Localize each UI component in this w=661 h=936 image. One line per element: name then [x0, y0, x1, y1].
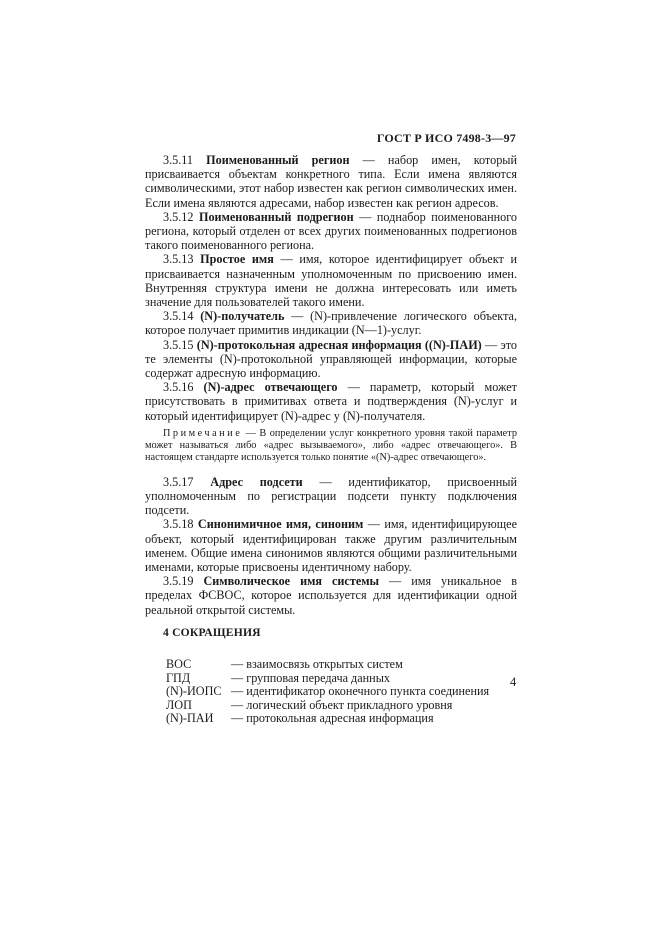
abbreviation-row	[166, 658, 489, 672]
abbreviation-row	[166, 712, 489, 726]
clause-number: 3.5.13	[163, 252, 194, 267]
abbreviation-meaning: — протокольная адресная информация	[231, 711, 434, 726]
definition-3-5-12	[145, 210, 517, 253]
page-number: 4	[510, 675, 517, 689]
abbreviation-meaning: — логический объект прикладного уровня	[231, 697, 453, 712]
document-body	[145, 153, 517, 726]
definition-text: — поднабор поименованного региона, который отделен от всех других поименованных подрегионов такого поименованного региона.	[145, 209, 517, 253]
definition-text: — идентификатор, присвоенный уполномоченным по регистрации подсети пункту подключения подсети.	[145, 474, 517, 518]
abbreviation-code: (N)-ПАИ	[166, 711, 214, 726]
definition-text: — имя уникальное в пределах ФСВОС, которое используется для идентификации одной реальной открытой системы.	[145, 574, 517, 617]
defined-term: Символическое имя системы	[203, 574, 380, 589]
defined-term: Поименованный подрегион	[198, 209, 354, 224]
definition-3-5-11	[145, 153, 517, 210]
defined-term: (N)-получатель	[200, 309, 285, 324]
definition-text: — набор имен, который присваивается объектам конкретного типа. Если имена являются символическими, этот набор известен как регион символических имен. Если имена являются адресами, набор известен как регион адресов.	[145, 153, 517, 210]
section-title: 4 СОКРАЩЕНИЯ	[163, 625, 261, 639]
abbreviation-code: (N)-ИОПС	[166, 684, 222, 699]
defined-term: (N)-протокольная адресная информация ((N)-ПАИ)	[196, 337, 482, 352]
definition-3-5-19	[145, 574, 517, 617]
note-label: Примечание	[163, 427, 243, 439]
clause-number: 3.5.11	[163, 153, 194, 167]
clause-number: 3.5.16	[163, 380, 194, 395]
definition-text: — имя, идентифицирующее объект, который идентифицирован также другим различительным именем. Общие имена синонимов являются общими различительными именами, которые присвоены идентичному набору.	[145, 517, 517, 575]
definition-3-5-18	[145, 517, 517, 574]
defined-term: Синонимичное имя, синоним	[197, 517, 364, 532]
note-text: — В определении услуг конкретного уровня такой параметр может называться либо «адрес вызываемого», либо «адрес отвечающего». В настоящем стандарте используется только понятие «(N)-адрес отвечающего».	[145, 427, 517, 463]
definition-text: — имя, которое идентифицирует объект и присваивается назначенным уполномоченным по присвоению имен. Внутренняя структура имени не должна интересовать или иметь значение для пользователей такого имени.	[145, 252, 517, 310]
defined-term: (N)-адрес отвечающего	[203, 380, 338, 395]
abbreviation-row	[166, 685, 489, 699]
definition-text: — параметр, который может присутствовать в примитивах ответа и подтверждения (N)-услуг и который идентифицирует (N)-адрес у (N)-получателя.	[145, 380, 517, 423]
definition-3-5-13	[145, 252, 517, 309]
defined-term: Поименованный регион	[206, 153, 350, 167]
definition-3-5-15	[145, 338, 517, 381]
abbreviation-meaning: — идентификатор оконечного пункта соединения	[231, 684, 490, 699]
clause-number: 3.5.15	[163, 337, 194, 352]
abbreviation-row	[166, 672, 489, 686]
abbreviation-code: ЛОП	[166, 697, 192, 712]
defined-term: Адрес подсети	[210, 474, 303, 489]
abbreviation-code: ГПД	[166, 670, 191, 685]
abbreviation-meaning: — взаимосвязь открытых систем	[231, 657, 403, 672]
defined-term: Простое имя	[200, 252, 274, 267]
standard-header: ГОСТ Р ИСО 7498-3—97	[376, 131, 516, 145]
clause-number: 3.5.14	[163, 309, 194, 324]
definition-3-5-14	[145, 309, 517, 337]
definition-text: — это те элементы (N)-протокольной управляющей информации, которые содержат адресную информацию.	[145, 337, 517, 381]
clause-number: 3.5.19	[163, 574, 194, 589]
definition-text: — (N)-привлечение логического объекта, которое получает примитив индикации (N—1)-услуг.	[145, 309, 517, 338]
clause-number: 3.5.18	[163, 517, 194, 532]
clause-number: 3.5.17	[163, 474, 194, 489]
abbreviation-code: ВОС	[166, 657, 192, 672]
abbreviation-meaning: — групповая передача данных	[231, 670, 390, 685]
definition-3-5-17	[145, 475, 517, 518]
abbreviations-table	[166, 658, 489, 726]
abbreviation-row	[166, 699, 489, 713]
definition-3-5-16	[145, 380, 517, 423]
note	[145, 428, 517, 464]
clause-number: 3.5.12	[163, 209, 194, 224]
